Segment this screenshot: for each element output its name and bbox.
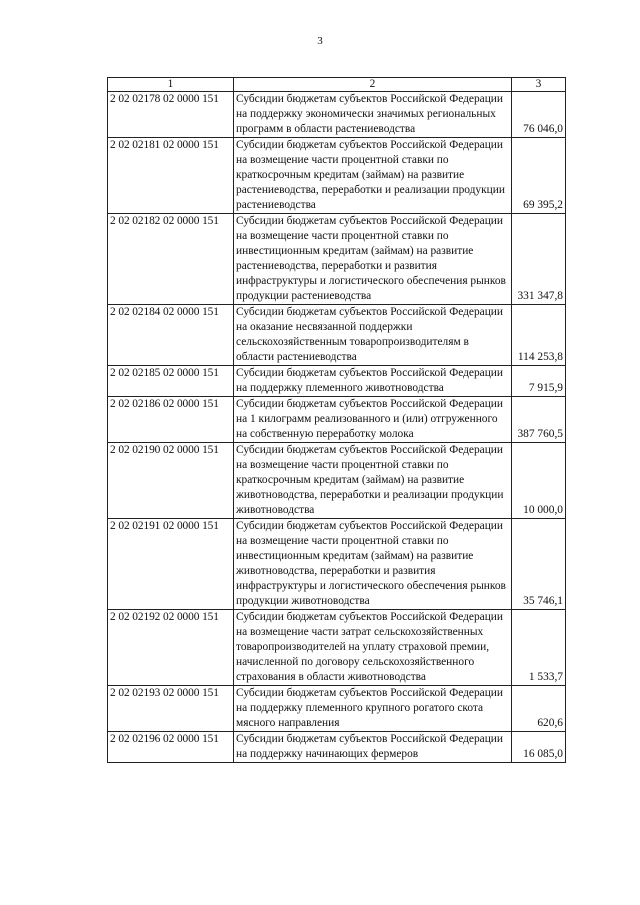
table-row bbox=[108, 305, 566, 366]
amount-cell: 7 915,9 bbox=[512, 366, 566, 397]
amount-cell: 114 253,8 bbox=[512, 305, 566, 366]
table-row bbox=[108, 519, 566, 610]
column-header-2: 2 bbox=[234, 78, 512, 92]
column-header-1: 1 bbox=[108, 78, 234, 92]
table-row bbox=[108, 686, 566, 732]
code-cell: 2 02 02190 02 0000 151 bbox=[108, 443, 234, 519]
description-cell: Субсидии бюджетам субъектов Российской Федерации на поддержку племенного животноводства bbox=[234, 366, 512, 397]
code-cell: 2 02 02192 02 0000 151 bbox=[108, 610, 234, 686]
description-cell: Субсидии бюджетам субъектов Российской Федерации на 1 килограмм реализованного и (или) отгруженного на собственную переработку молока bbox=[234, 397, 512, 443]
amount-cell: 16 085,0 bbox=[512, 732, 566, 763]
table-header-row bbox=[108, 78, 566, 92]
code-cell: 2 02 02181 02 0000 151 bbox=[108, 138, 234, 214]
table-row bbox=[108, 610, 566, 686]
table-row bbox=[108, 92, 566, 138]
table-row bbox=[108, 138, 566, 214]
budget-table bbox=[107, 77, 566, 763]
description-cell: Субсидии бюджетам субъектов Российской Федерации на поддержку начинающих фермеров bbox=[234, 732, 512, 763]
amount-cell: 1 533,7 bbox=[512, 610, 566, 686]
description-cell: Субсидии бюджетам субъектов Российской Федерации на возмещение части затрат сельскохозяйственных товаропроизводителей на уплату страховой премии, начисленной по договору сельскохозяйственного страхования в области животноводства bbox=[234, 610, 512, 686]
code-cell: 2 02 02184 02 0000 151 bbox=[108, 305, 234, 366]
amount-cell: 387 760,5 bbox=[512, 397, 566, 443]
description-cell: Субсидии бюджетам субъектов Российской Федерации на возмещение части процентной ставки по краткосрочным кредитам (займам) на развитие растениеводства, переработки и реализации продукции растениеводства bbox=[234, 138, 512, 214]
description-cell: Субсидии бюджетам субъектов Российской Федерации на поддержку племенного крупного рогатого скота мясного направления bbox=[234, 686, 512, 732]
table-row bbox=[108, 397, 566, 443]
amount-cell: 331 347,8 bbox=[512, 214, 566, 305]
code-cell: 2 02 02178 02 0000 151 bbox=[108, 92, 234, 138]
table-row bbox=[108, 443, 566, 519]
table-body bbox=[108, 92, 566, 763]
description-cell: Субсидии бюджетам субъектов Российской Федерации на возмещение части процентной ставки по инвестиционным кредитам (займам) на развитие растениеводства, переработки и развития инфраструктуры и логистического обеспечения рынков продукции растениеводства bbox=[234, 214, 512, 305]
amount-cell: 620,6 bbox=[512, 686, 566, 732]
page-number: 3 bbox=[317, 35, 323, 47]
description-cell: Субсидии бюджетам субъектов Российской Федерации на возмещение части процентной ставки по краткосрочным кредитам (займам) на развитие животноводства, переработки и реализации продукции животноводства bbox=[234, 443, 512, 519]
code-cell: 2 02 02182 02 0000 151 bbox=[108, 214, 234, 305]
code-cell: 2 02 02196 02 0000 151 bbox=[108, 732, 234, 763]
description-cell: Субсидии бюджетам субъектов Российской Федерации на возмещение части процентной ставки по инвестиционным кредитам (займам) на развитие животноводства, переработки и развития инфраструктуры и логистического обеспечения рынков продукции животноводства bbox=[234, 519, 512, 610]
code-cell: 2 02 02186 02 0000 151 bbox=[108, 397, 234, 443]
amount-cell: 10 000,0 bbox=[512, 443, 566, 519]
description-cell: Субсидии бюджетам субъектов Российской Федерации на оказание несвязанной поддержки сельскохозяйственным товаропроизводителям в области растениеводства bbox=[234, 305, 512, 366]
column-header-3: 3 bbox=[512, 78, 566, 92]
table-row bbox=[108, 214, 566, 305]
description-cell: Субсидии бюджетам субъектов Российской Федерации на поддержку экономически значимых региональных программ в области растениеводства bbox=[234, 92, 512, 138]
amount-cell: 35 746,1 bbox=[512, 519, 566, 610]
code-cell: 2 02 02191 02 0000 151 bbox=[108, 519, 234, 610]
table-row bbox=[108, 732, 566, 763]
code-cell: 2 02 02193 02 0000 151 bbox=[108, 686, 234, 732]
amount-cell: 69 395,2 bbox=[512, 138, 566, 214]
code-cell: 2 02 02185 02 0000 151 bbox=[108, 366, 234, 397]
table-row bbox=[108, 366, 566, 397]
amount-cell: 76 046,0 bbox=[512, 92, 566, 138]
